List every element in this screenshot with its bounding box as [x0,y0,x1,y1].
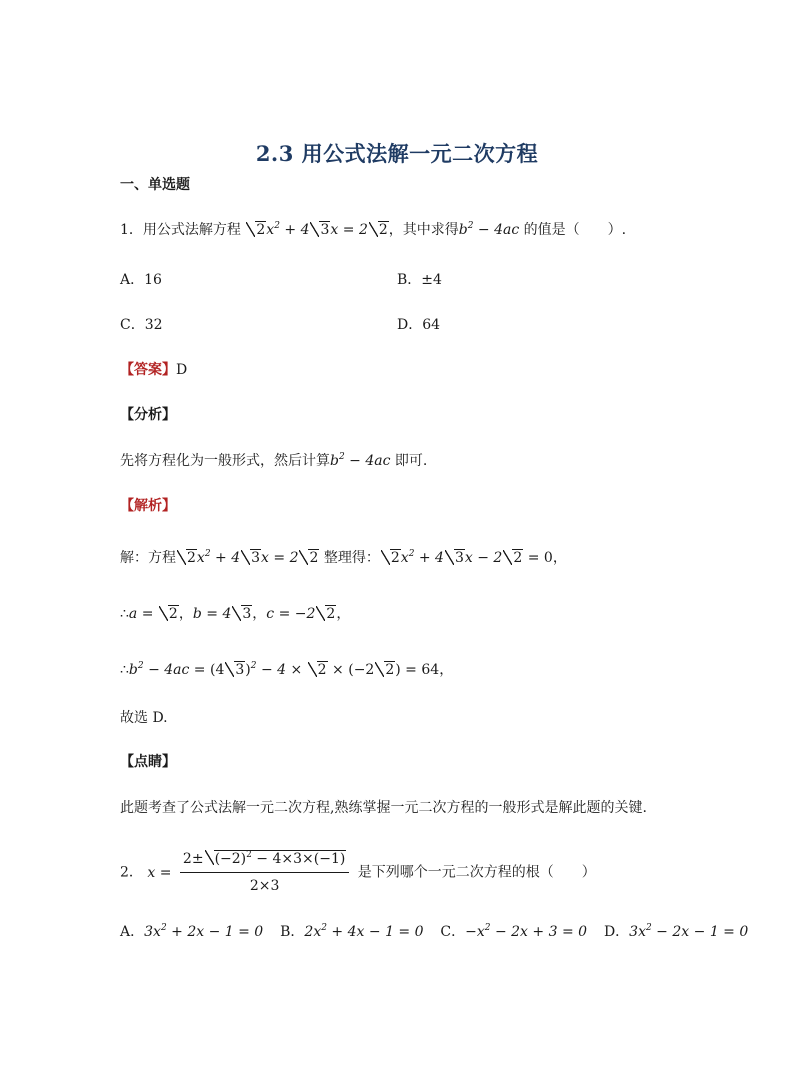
solution-line-2: ∴a = 2，b = 4 3，c = −2 2， [120,606,351,622]
question-number: 1． [120,222,143,238]
comment-label: 【点睛】 [120,754,176,770]
option-b: B．±4 [397,272,442,288]
equation: $2x^2 + 4$ 3x = 2 2 [176,550,319,566]
discriminant-expr: $b^2 - 4ac$ [330,452,391,469]
answer-value: D [176,362,188,378]
general-form-equation: $2x^2 + 4$ 3x − 2 2 = 0 [380,550,553,566]
equation: $2x^2 + 4$ 3x = 2 2 [245,222,388,238]
solution-line-3: $\therefore b^2 - 4ac = (4$ 3)$^2$ − 4 × 2 × (−2 2) = 64， [120,661,454,678]
section-heading: 一、单选题 [120,177,190,193]
option-c: C．32 [120,317,163,333]
option-a: A．16 [120,272,162,288]
analysis-label: 【分析】 [120,407,176,423]
option-d: D．64 [397,317,441,333]
question-text-3: 的值是（ ）. [523,222,627,238]
answer-label: 【答案】 [120,362,176,378]
option-b: B．$2x^2 + 4x - 1 = 0$ [280,923,424,940]
question-text: 用公式法解方程 [142,222,241,238]
option-c: C．$-x^2 - 2x + 3 = 0$ [440,923,588,940]
question-2 [120,848,596,897]
question-2-options [120,922,748,942]
analysis-text: 先将方程化为一般形式，然后计算$b^2 - 4ac$ 即可. [120,452,428,469]
option-d: D．$3x^2 - 2x - 1 = 0$ [603,923,749,940]
question-1 [120,220,626,240]
solution-line-1: 解：方程 $2x^2 + 4$ 3x = 2 2 整理得： $2x^2 + 4$ 3x − 2 2 = 0， [120,549,567,566]
answer-line [120,360,187,380]
root-formula: x = $\frac{2\pm (-2)^2 - 4\times 3\times(-1)}{2\times 3}$ [147,865,353,881]
discriminant-calc: $b^2 - 4ac = (4$ 3)$^2$ − 4 × 2 × (−2 2) = 64 [128,661,440,678]
page-title: 2.3 用公式法解一元二次方程 [255,141,539,166]
solution-label: 【解析】 [120,498,176,514]
question-text-2: ，其中求得 [388,222,459,238]
coefficients: a = 2 [128,606,178,622]
solution-final: 故选 D. [120,710,168,726]
comment-text: 此题考查了公式法解一元二次方程,熟练掌握一元二次方程的一般形式是解此题的关键. [120,800,647,816]
question-text: 是下列哪个一元二次方程的根（ ） [357,864,596,881]
discriminant-expr: $b^2 - 4ac$ [458,221,520,238]
question-number: 2． [120,864,143,881]
option-a: A．$3x^2 + 2x - 1 = 0$ [120,923,264,940]
